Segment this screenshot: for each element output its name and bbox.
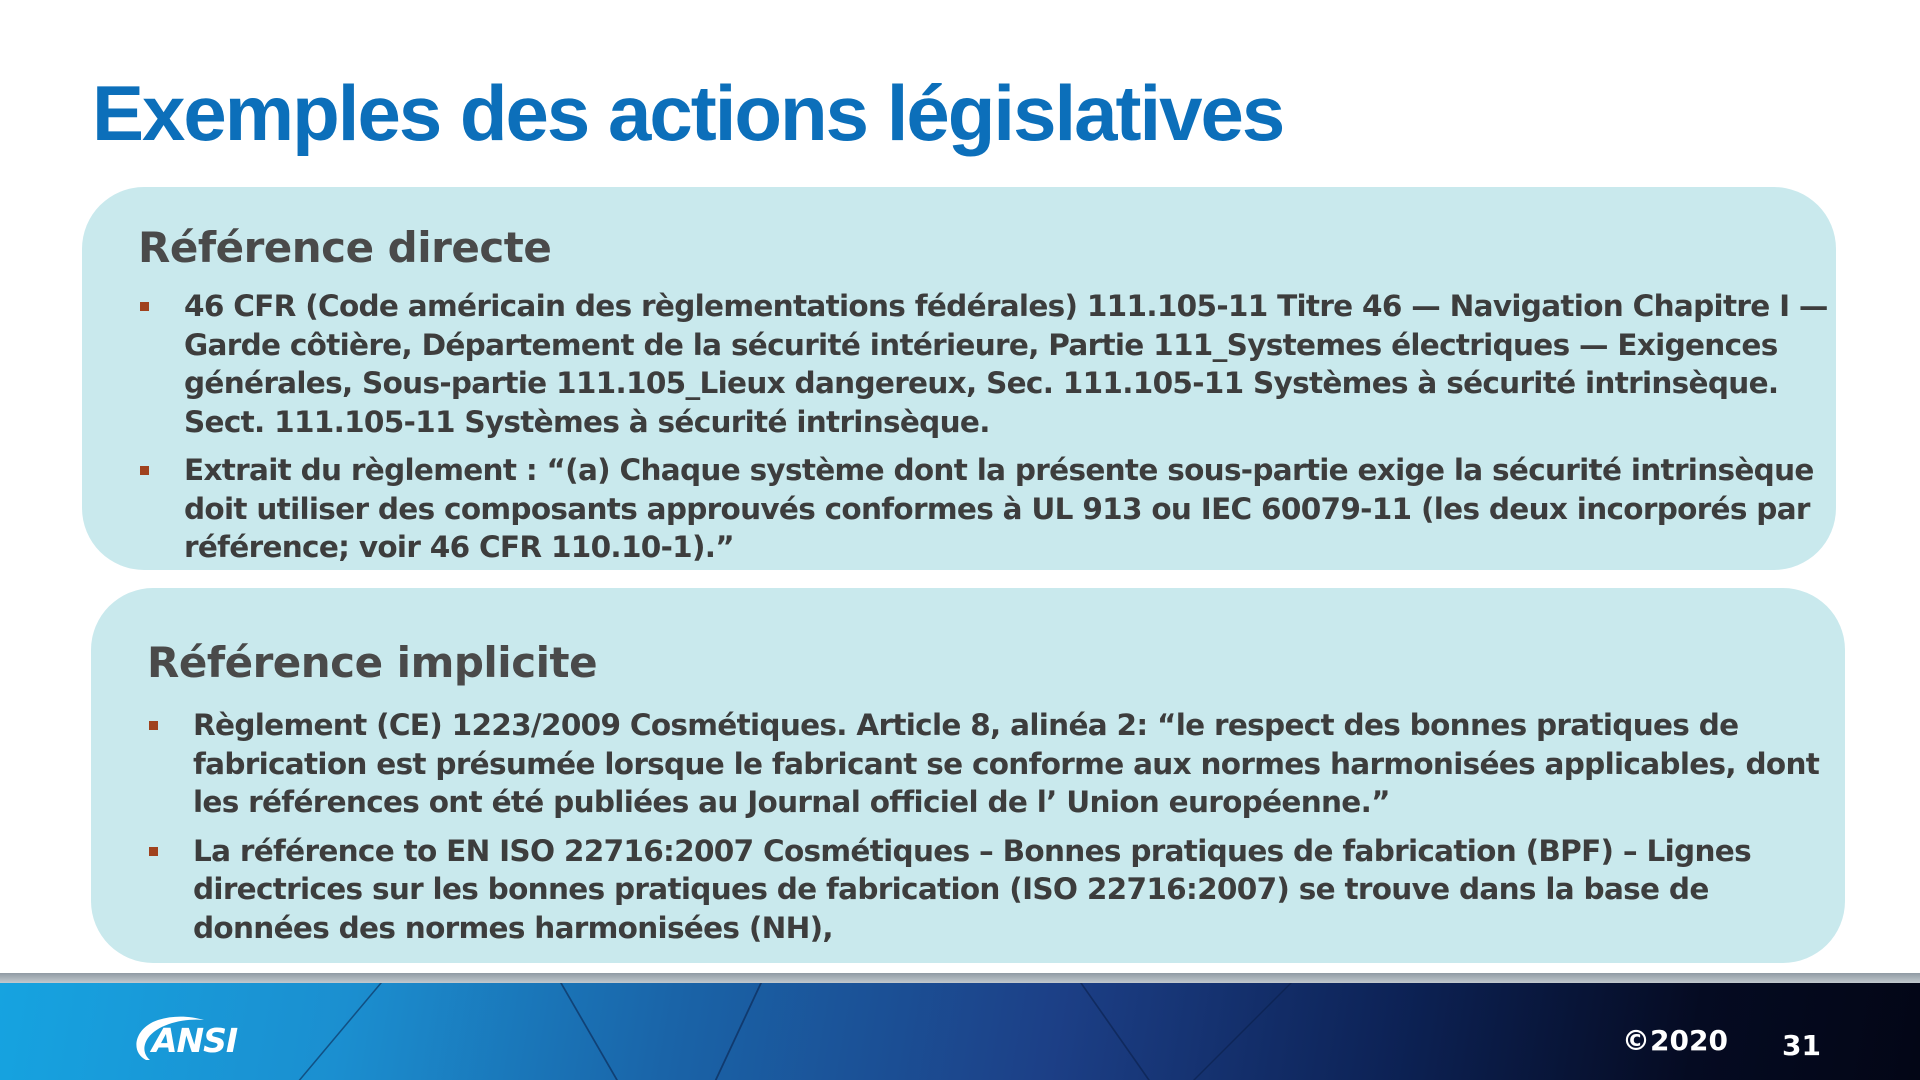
bullet-text: Extrait du règlement : “(a) Chaque système dont la présente sous-partie exige la sécurité intrinsèque doit utiliser des composants approuvés conformes à UL 913 ou IEC 60079-11 (les deux incorporés par référence; voir 46 CFR 110.10-1).” [184,453,1814,564]
panel-implicit-reference [91,588,1845,963]
list-item [138,287,1838,441]
panel-direct-reference [82,187,1836,570]
bullet-list [147,706,1827,957]
square-bullet-icon [140,466,149,475]
ansi-logo [128,1010,248,1068]
bullet-text: La référence to EN ISO 22716:2007 Cosmétiques – Bonnes pratiques de fabrication (BPF) – Lignes directrices sur les bonnes pratiques de fabrication (ISO 22716:2007) se trouve dans la base de données des normes harmonisées (NH), [193,833,1751,945]
panel-heading: Référence implicite [147,638,598,687]
list-item [147,832,1827,948]
square-bullet-icon [149,721,158,730]
list-item [138,451,1838,567]
square-bullet-icon [140,302,149,311]
logo-text: ANSI [152,1021,238,1060]
list-item [147,706,1827,822]
slide-title: Exemples des actions législatives [92,69,1284,157]
panel-heading: Référence directe [138,223,552,272]
bullet-text: 46 CFR (Code américain des règlementations fédérales) 111.105-11 Titre 46 — Navigation Chapitre I — Garde côtière, Département de la sécurité intérieure, Partie 111_Systemes électriques — Exigences générales, Sous-partie 111.105_Lieux dangereux, Sec. 111.105-11 Systèmes à sécurité intrinsèque. Sect. 111.105-11 Systèmes à sécurité intrinsèque. [184,289,1828,439]
footer-stripe [0,973,1920,983]
page-number: 31 [1782,1029,1821,1062]
copyright-text: ©2020 [1622,1024,1728,1057]
bullet-list [138,287,1838,577]
square-bullet-icon [149,847,158,856]
bullet-text: Règlement (CE) 1223/2009 Cosmétiques. Article 8, alinéa 2: “le respect des bonnes pratiques de fabrication est présumée lorsque le fabricant se conforme aux normes harmonisées applicables, dont les références ont été publiées au Journal officiel de l’ Union européenne.” [193,708,1820,819]
